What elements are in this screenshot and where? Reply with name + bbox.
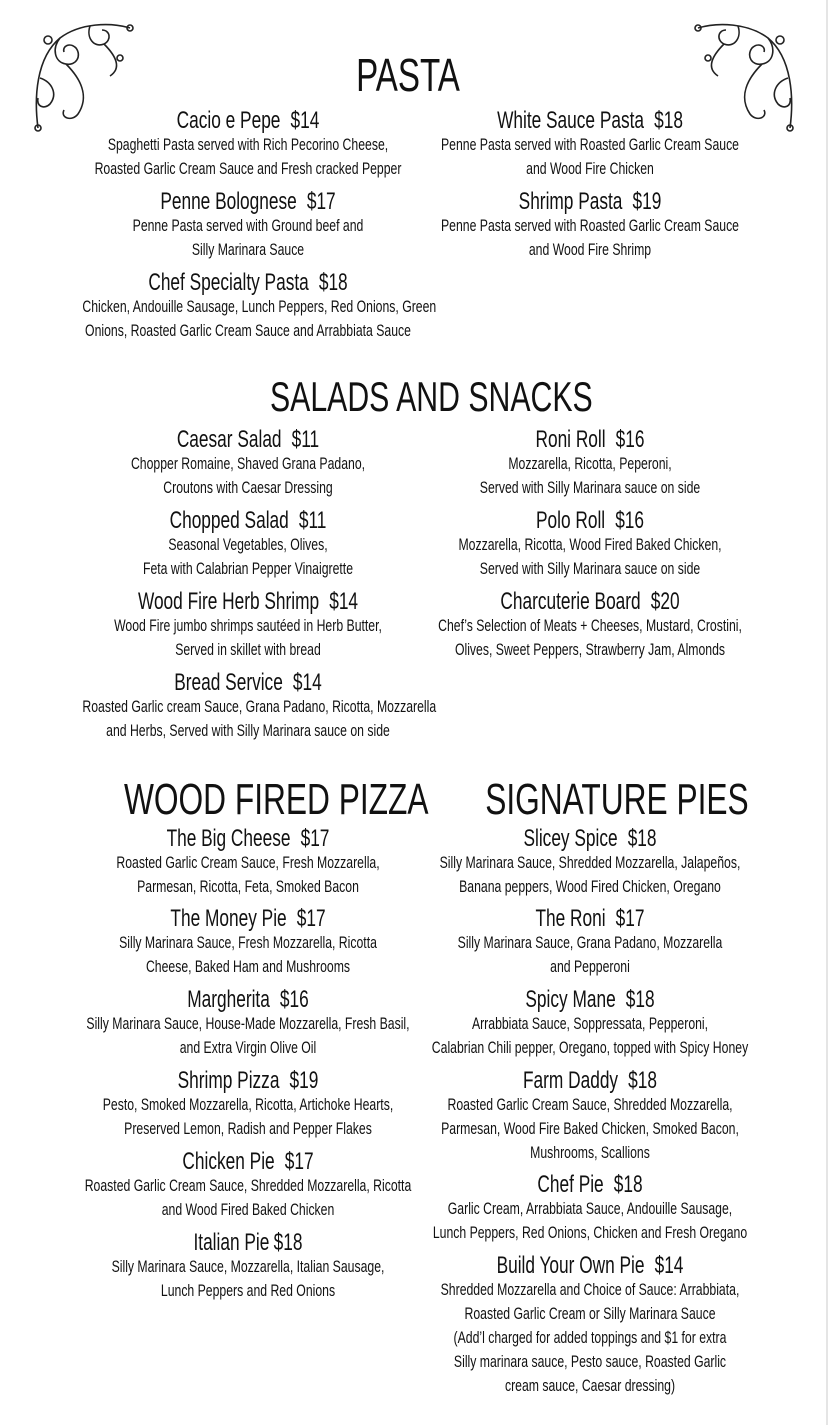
item-name: Italian Pie [193, 1229, 270, 1256]
menu-item [360, 190, 820, 262]
item-price: $18 [628, 1067, 657, 1094]
item-description: Silly marinara sauce, Pesto sauce, Roasted Garlic [453, 1352, 727, 1371]
section-title-salads-and-snacks: SALADS AND SNACKS [270, 373, 593, 420]
item-price: $18 [613, 1171, 643, 1198]
item-price: $16 [615, 426, 645, 453]
item-description: Roasted Garlic Cream Sauce, Shredded Mozzarella, Ricotta [84, 1176, 412, 1195]
item-price: $18 [273, 1229, 303, 1256]
item-description: Silly Marinara Sauce, House-Made Mozzarella, Fresh Basil, [86, 1014, 410, 1033]
section-title-signature-pies: SIGNATURE PIES [485, 775, 749, 824]
menu-item [360, 590, 820, 662]
section-title-wood-fired-pizza: WOOD FIRED PIZZA [123, 775, 429, 824]
menu-item [18, 271, 478, 343]
item-description: Seasonal Vegetables, Olives, [168, 535, 328, 554]
item-description: Roasted Garlic Cream Sauce, Fresh Mozzarella, [116, 853, 380, 872]
item-name: Chef Specialty Pasta [148, 269, 309, 296]
item-price: $18 [654, 107, 683, 134]
item-name-line [424, 590, 755, 614]
item-name: Spicy Mane [525, 986, 616, 1013]
item-name: Shrimp Pasta [518, 188, 623, 215]
menu-item [360, 827, 820, 899]
item-description: and Wood Fired Baked Chicken [161, 1200, 335, 1219]
item-description: Parmesan, Wood Fire Baked Chicken, Smoked Bacon, [441, 1119, 739, 1138]
item-description: Lunch Peppers and Red Onions [160, 1281, 336, 1300]
item-name: Bread Service [174, 669, 283, 696]
item-description: Roasted Garlic cream Sauce, Grana Padano, Ricotta, Mozzarella [82, 697, 437, 716]
item-name-line [424, 827, 755, 851]
item-description: Wood Fire jumbo shrimps sautéed in Herb Butter, [114, 616, 382, 635]
item-description: Roasted Garlic Cream or Silly Marinara Sauce [464, 1304, 716, 1323]
item-name: Margherita [187, 986, 270, 1013]
item-description: Silly Marinara Sauce, Mozzarella, Italian Sausage, [111, 1257, 385, 1276]
item-description: and Wood Fire Chicken [526, 159, 654, 178]
item-price: $11 [291, 426, 320, 453]
menu-item [360, 1254, 820, 1398]
item-description: Chicken, Andouille Sausage, Lunch Peppers, Red Onions, Green [82, 297, 437, 316]
item-name: Penne Bolognese [160, 188, 297, 215]
item-name: Build Your Own Pie [496, 1252, 645, 1279]
item-price: $18 [318, 269, 348, 296]
item-name: Chef Pie [537, 1171, 604, 1198]
item-description: Pesto, Smoked Mozzarella, Ricotta, Artichoke Hearts, [102, 1095, 394, 1114]
item-name: The Big Cheese [166, 825, 291, 852]
item-description: Silly Marinara Sauce [191, 240, 305, 259]
item-description: Banana peppers, Wood Fired Chicken, Oregano [459, 877, 721, 896]
item-price: $17 [306, 188, 336, 215]
menu-item [360, 509, 820, 581]
section-title-pasta: PASTA [356, 49, 460, 101]
item-name-line [424, 1173, 755, 1197]
item-name: Chicken Pie [182, 1148, 275, 1175]
item-price: $14 [292, 669, 322, 696]
menu-item [18, 671, 478, 743]
item-price: $14 [654, 1252, 684, 1279]
item-description: and Pepperoni [550, 957, 630, 976]
menu-item [360, 907, 820, 979]
item-price: $18 [625, 986, 655, 1013]
item-price: $17 [284, 1148, 314, 1175]
item-description: Served in skillet with bread [175, 640, 321, 659]
item-name-line [82, 271, 413, 295]
menu-item [360, 1173, 820, 1245]
item-name-line [424, 428, 755, 452]
item-description: Chopper Romaine, Shaved Grana Padano, [130, 454, 366, 473]
item-name: White Sauce Pasta [497, 107, 645, 134]
item-price: $14 [329, 588, 359, 615]
item-name: Roni Roll [535, 426, 606, 453]
item-description: Preserved Lemon, Radish and Pepper Flakes [124, 1119, 372, 1138]
menu-item [360, 1069, 820, 1165]
item-description: Mushrooms, Scallions [530, 1143, 650, 1162]
item-description: Penne Pasta served with Roasted Garlic Cream Sauce [441, 216, 739, 235]
item-name-line [424, 190, 755, 214]
item-name-line [424, 1069, 755, 1093]
item-name: Slicey Spice [523, 825, 618, 852]
item-description: Mozzarella, Ricotta, Peperoni, [508, 454, 672, 473]
item-name: Cacio e Pepe [176, 107, 281, 134]
item-description: Silly Marinara Sauce, Grana Padano, Mozzarella [457, 933, 723, 952]
item-description: Served with Silly Marinara sauce on side [479, 559, 701, 578]
item-price: $17 [615, 905, 645, 932]
item-name: Shrimp Pizza [177, 1067, 280, 1094]
item-description: Calabrian Chili pepper, Oregano, topped with Spicy Honey [431, 1038, 749, 1057]
item-name: Wood Fire Herb Shrimp [137, 588, 320, 615]
item-description: Shredded Mozzarella and Choice of Sauce: Arrabbiata, [440, 1280, 740, 1299]
item-description: and Wood Fire Shrimp [528, 240, 652, 259]
item-description: Spaghetti Pasta served with Rich Pecorino Cheese, [107, 135, 389, 154]
item-description: Chef’s Selection of Meats + Cheeses, Mustard, Crostini, [438, 616, 742, 635]
item-name: The Money Pie [170, 905, 287, 932]
item-description: Silly Marinara Sauce, Fresh Mozzarella, Ricotta [119, 933, 377, 952]
item-description: Served with Silly Marinara sauce on side [479, 478, 701, 497]
item-price: $17 [296, 905, 326, 932]
item-price: $19 [632, 188, 662, 215]
menu-item [360, 428, 820, 500]
menu-item [360, 988, 820, 1060]
item-price: $16 [279, 986, 309, 1013]
item-description: Roasted Garlic Cream Sauce, Shredded Mozzarella, [447, 1095, 733, 1114]
item-description: (Add’l charged for added toppings and $1 for extra [453, 1328, 727, 1347]
item-description: Onions, Roasted Garlic Cream Sauce and Arrabbiata Sauce [85, 321, 411, 340]
item-name: Chopped Salad [169, 507, 289, 534]
item-description: and Herbs, Served with Silly Marinara sauce on side [106, 721, 390, 740]
item-name: Charcuterie Board [500, 588, 641, 615]
item-description: Penne Pasta served with Roasted Garlic Cream Sauce [441, 135, 739, 154]
item-name-line [424, 907, 755, 931]
menu-item [360, 109, 820, 181]
item-price: $17 [300, 825, 330, 852]
item-name-line [424, 988, 755, 1012]
item-price: $14 [290, 107, 320, 134]
item-description: Garlic Cream, Arrabbiata Sauce, Andouille Sausage, [447, 1199, 733, 1218]
item-description: Parmesan, Ricotta, Feta, Smoked Bacon [137, 877, 359, 896]
item-name-line [424, 509, 755, 533]
item-description: cream sauce, Caesar dressing) [504, 1376, 676, 1395]
item-description: Roasted Garlic Cream Sauce and Fresh cracked Pepper [94, 159, 402, 178]
item-price: $16 [615, 507, 645, 534]
item-price: $19 [289, 1067, 319, 1094]
item-description: Feta with Calabrian Pepper Vinaigrette [142, 559, 354, 578]
item-name: Caesar Salad [176, 426, 282, 453]
item-name: Farm Daddy [523, 1067, 619, 1094]
item-price: $20 [650, 588, 680, 615]
item-description: and Extra Virgin Olive Oil [179, 1038, 317, 1057]
item-description: Arrabbiata Sauce, Soppressata, Pepperoni, [471, 1014, 709, 1033]
item-name: The Roni [535, 905, 606, 932]
item-description: Mozzarella, Ricotta, Wood Fired Baked Chicken, [458, 535, 722, 554]
item-description: Croutons with Caesar Dressing [163, 478, 333, 497]
item-name-line [82, 671, 413, 695]
item-description: Cheese, Baked Ham and Mushrooms [145, 957, 351, 976]
item-price: $18 [627, 825, 657, 852]
item-price: $11 [298, 507, 327, 534]
item-description: Silly Marinara Sauce, Shredded Mozzarella, Jalapeños, [439, 853, 741, 872]
item-name-line [424, 109, 755, 133]
item-name: Polo Roll [535, 507, 606, 534]
item-description: Penne Pasta served with Ground beef and [132, 216, 364, 235]
item-name-line [424, 1254, 755, 1278]
item-description: Lunch Peppers, Red Onions, Chicken and Fresh Oregano [432, 1223, 748, 1242]
item-description: Olives, Sweet Peppers, Strawberry Jam, Almonds [454, 640, 726, 659]
